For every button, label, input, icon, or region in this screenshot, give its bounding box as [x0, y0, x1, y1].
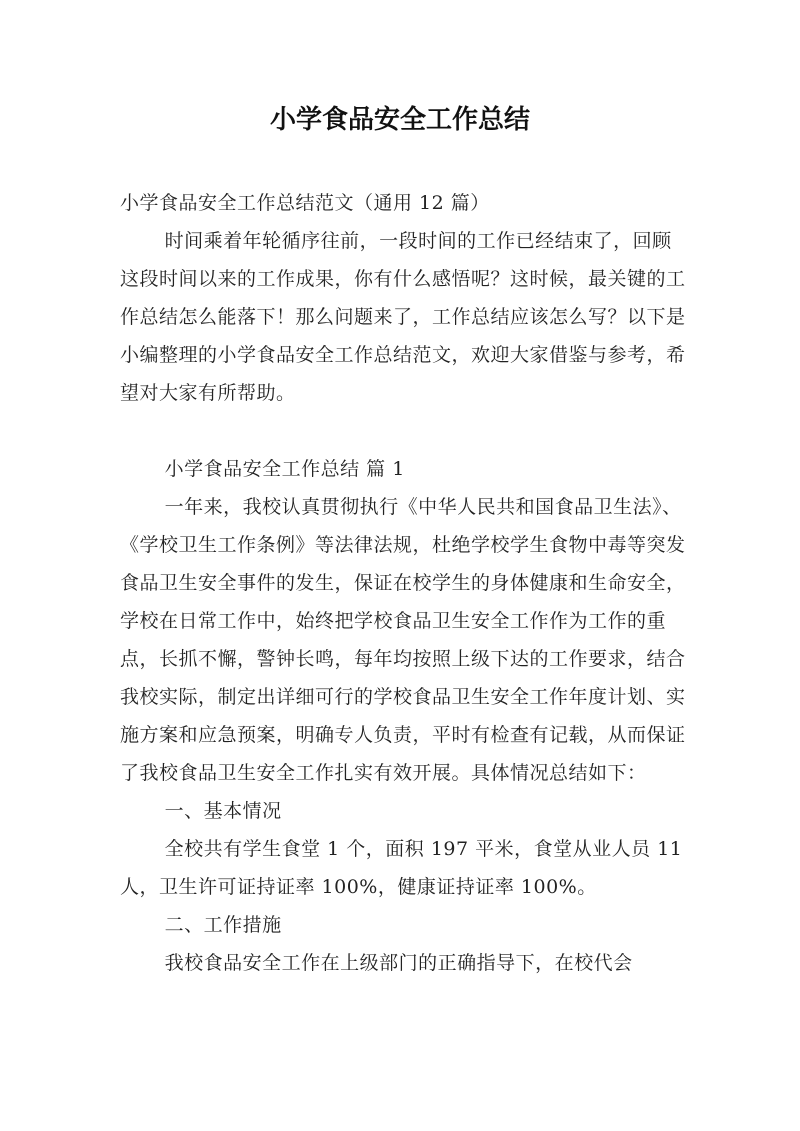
section-title: 小学食品安全工作总结 篇 1 — [164, 458, 405, 480]
document-body — [120, 184, 686, 982]
basic-info-paragraph: 全校共有学生食堂 1 个，面积 197 平米，食堂从业人员 11 人，卫生许可证持证率 100%，健康证持证率 100%。 — [120, 838, 683, 898]
section-heading-basic: 一、基本情况 — [164, 800, 282, 822]
measures-paragraph: 我校食品安全工作在上级部门的正确指导下，在校代会 — [164, 952, 633, 974]
section-heading-measures: 二、工作措施 — [164, 914, 282, 936]
document-title: 小学食品安全工作总结 — [269, 105, 530, 135]
document-subtitle: 小学食品安全工作总结范文（通用 12 篇） — [120, 192, 490, 214]
paragraph-spacer — [120, 412, 686, 450]
section-paragraph: 一年来，我校认真贯彻执行《中华人民共和国食品卫生法》、《学校卫生工作条例》等法律法规，杜绝学校学生食物中毒等突发食品卫生安全事件的发生，保证在校学生的身体健康和生命安全，学校在日常工作中，始终把学校食品卫生安全工作作为工作的重点，长抓不懈，警钟长鸣，每年均按照上级下达的工作要求，结合我校实际，制定出详细可行的学校食品卫生安全工作年度计划、实施方案和应急预案，明确专人负责，平时有检查有记载，从而保证了我校食品卫生安全工作扎实有效开展。具体情况总结如下： — [120, 496, 686, 784]
intro-paragraph: 时间乘着年轮循序往前，一段时间的工作已经结束了，回顾这段时间以来的工作成果，你有什么感悟呢？这时候，最关键的工作总结怎么能落下！那么问题来了，工作总结应该怎么写？以下是小编整理的小学食品安全工作总结范文，欢迎大家借鉴与参考，希望对大家有所帮助。 — [120, 230, 686, 404]
